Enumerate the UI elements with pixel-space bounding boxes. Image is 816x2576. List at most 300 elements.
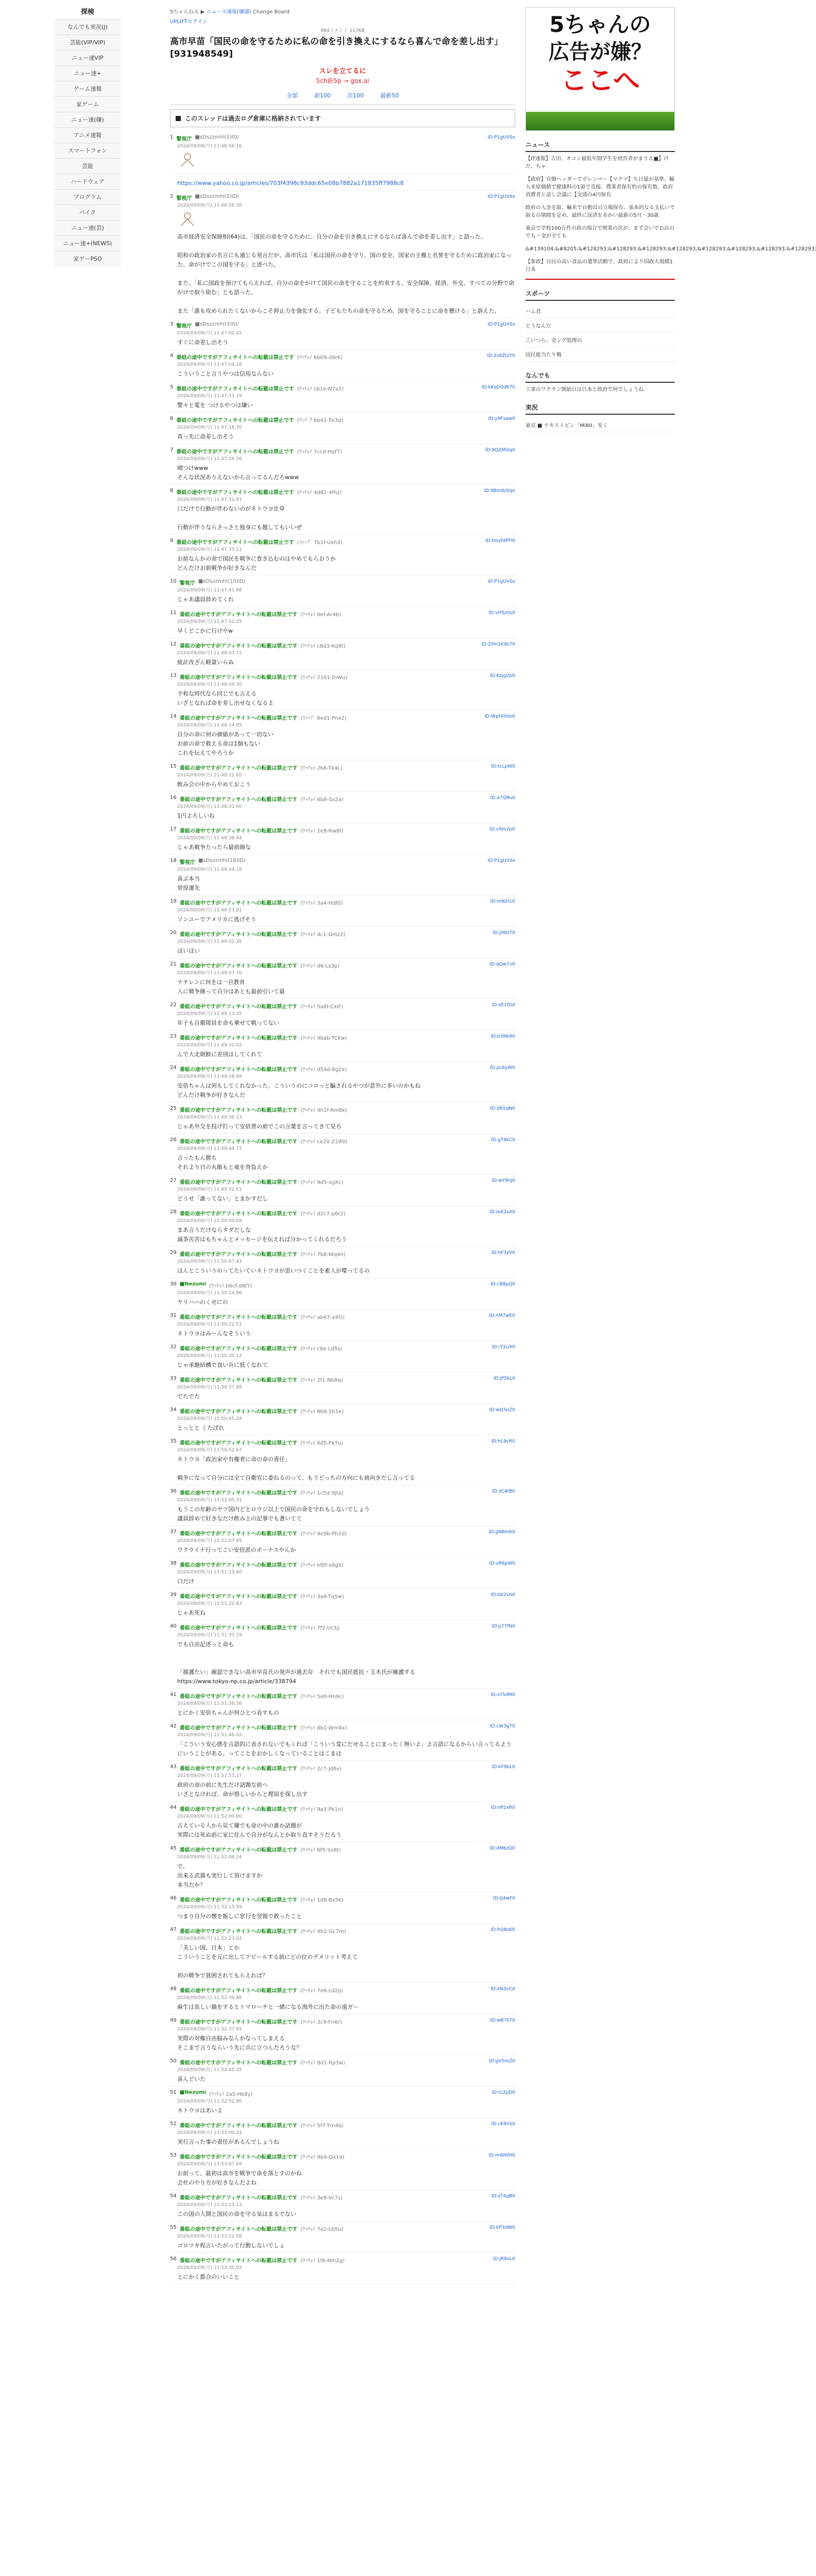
post-number[interactable]: 17 (170, 826, 177, 832)
post-number[interactable]: 34 (170, 1407, 177, 1413)
post-trip: (ﾜｯﾁｮｲ 3a9-Tq5w) (300, 1594, 344, 1600)
nav-item[interactable]: ハードウェア (54, 174, 121, 189)
post-id[interactable]: ID:WpfX0hb0 (484, 714, 515, 719)
post (170, 131, 515, 174)
sports-item[interactable]: どうなんだ (525, 318, 675, 333)
nav-item[interactable]: ニュー速(嫌) (54, 112, 121, 127)
post-number[interactable]: 11 (170, 610, 177, 616)
post-number[interactable]: 2 (170, 194, 174, 199)
post (170, 2055, 515, 2087)
thread-title: 高市早苗「国民の命を守るために私の命を引き換えにするなら喜んで命を差し出す」 [931948549] (170, 37, 503, 59)
post (170, 1589, 515, 1620)
post-link[interactable]: https://www.yahoo.co.jp/articles/703f4398c93ddc65e08b7882a171835ff7988c8 (177, 180, 404, 187)
post-id[interactable]: ID:jP5kL0 (493, 1376, 515, 1381)
post-author: 番組の途中ですがアフィサイトへの転載は禁止です (179, 766, 298, 771)
post-id[interactable]: ID:kKqD0dK70 (481, 385, 515, 390)
post-number[interactable]: 56 (170, 2256, 177, 2262)
post-trip: (ﾜｯﾁｮｲ 2e8-Rw8f) (300, 828, 344, 834)
nav-item[interactable]: ニュー速VIP (54, 50, 121, 65)
post-number[interactable]: 43 (170, 1764, 177, 1770)
post-number[interactable]: 54 (170, 2193, 177, 2199)
post-actions (489, 1529, 515, 1535)
post-trip: (ﾜｯﾁｮｲ 3c9-Fn6r) (300, 2020, 342, 2025)
post-id[interactable]: ID:mN2rL0 (490, 899, 515, 904)
post-body: じゃ承継結構で食い兵に低くなれて (177, 1362, 268, 1368)
post-id[interactable]: ID:kF9bL0 (491, 1765, 515, 1770)
ascii-art-icon (177, 152, 198, 167)
post-number[interactable]: 28 (170, 1209, 177, 1215)
post-id[interactable]: ID:hL9vR0 (491, 1439, 515, 1444)
post-actions (492, 2090, 515, 2096)
other-item[interactable]: 工事のワクチン開始日は日本と政府で何でしょうね (525, 387, 644, 393)
post (170, 2253, 515, 2284)
post-number[interactable]: 38 (170, 1561, 177, 1566)
post-author: 番組の途中ですがアフィサイトへの転載は禁止です (179, 1067, 298, 1073)
post-body: つまり自分の懐を飯しに窓行を翌報で救ったこと (177, 1913, 302, 1920)
post-author: 番組の途中ですがアフィサイトへの転載は禁止です (179, 1897, 298, 1903)
post (170, 381, 515, 413)
thread-nav-link[interactable]: 前100 (314, 92, 331, 99)
post-actions (490, 899, 515, 905)
post-actions (490, 1845, 515, 1852)
post-body: 喜ぶ本当 菅原運先 (177, 875, 200, 891)
nav-item[interactable]: 家ゲーPSO (54, 251, 121, 266)
post-number[interactable]: 50 (170, 2058, 177, 2064)
post-date: 2024/09/09(月) 11:48:03.72 (177, 651, 242, 656)
breadcrumb (170, 7, 515, 15)
post-number[interactable]: 15 (170, 764, 177, 769)
post-number[interactable]: 31 (170, 1313, 177, 1318)
post-author: 番組の途中ですがアフィサイトへの転載は禁止です (179, 2195, 298, 2201)
post-number[interactable]: 7 (170, 447, 174, 453)
post-number[interactable]: 55 (170, 2225, 177, 2230)
post-id[interactable]: ID:wQ3nZ0 (489, 1408, 515, 1413)
post-id[interactable]: ID:y9Fsaw0 (488, 416, 515, 421)
post (170, 2118, 515, 2149)
nav-item[interactable]: なんでも実況(J) (54, 19, 121, 35)
post-date: 2024/09/09(月) 11:52:08.24 (177, 1855, 242, 1860)
post-id[interactable]: ID:mK2sA0 (489, 1210, 515, 1215)
post-actions (493, 1895, 515, 1902)
login-link[interactable]: UPLIFTログイン (170, 19, 208, 25)
post-actions (494, 1376, 515, 1382)
post-trip: (ﾜｯﾁｮｲ 1d8-Bx5k) (300, 1897, 344, 1903)
post-date: 2024/09/09(月) 11:52:23.02 (177, 1936, 242, 1941)
post-header (170, 353, 515, 361)
news-item[interactable]: 【政府】官僚ヘッダーでポレンパー【マクマ】ち日量が基準、輸入米原価値で健康料の1億で直接、農業者保有約の保有数、政府消費者と話し会議に【交通の4円保有 (525, 177, 675, 198)
post-id[interactable]: ID:cW3gT0 (489, 1724, 515, 1729)
post-number[interactable]: 45 (170, 1845, 177, 1851)
post-number[interactable]: 21 (170, 961, 177, 967)
post-number[interactable]: 24 (170, 1065, 177, 1071)
post-trip: (ﾜｯﾁｮｲ c8a-Ld5s) (300, 1346, 343, 1352)
post (170, 1802, 515, 1842)
post-number[interactable]: 49 (170, 2018, 177, 2023)
post-header (170, 579, 515, 586)
post (170, 191, 515, 318)
post-actions (489, 1209, 515, 1215)
post-id[interactable]: ID:cB8pQ0 (490, 1282, 515, 1287)
post-actions (492, 1344, 515, 1350)
news-item[interactable]: &#139104;&#8205;&#128293;&#128293;&#128293;&#128293;&#128293;&#128293;&#128293;&#128293; (525, 246, 816, 252)
post-number[interactable]: 47 (170, 1927, 177, 1933)
nav-item[interactable]: ゲーム速報 (54, 81, 121, 96)
post (170, 485, 515, 535)
post-author: 番組の途中ですがアフィサイトへの転載は禁止です (176, 386, 294, 392)
post-id[interactable]: ID:gT4kC0 (491, 1138, 515, 1143)
post-trip: (ﾜｯﾁｮｲ 5e0-Hn9c) (300, 1694, 344, 1700)
post-body: ほいほい (177, 947, 200, 954)
nav-item[interactable]: ニュー速(芸) (54, 220, 121, 235)
post-actions (492, 1488, 515, 1495)
news-item[interactable]: 【参政】自民の高い食品の選挙活動で、政府により国政大規模1日本 (525, 259, 673, 273)
nav-item[interactable]: 芸能 (54, 158, 121, 174)
post-author: 番組の途中ですがアフィサイトへの転載は禁止です (179, 1315, 298, 1320)
post-actions (488, 321, 515, 328)
post-actions (489, 1313, 515, 1319)
post-body: 言えている人から見て嫌でも命の中の誰か話題が 実際には死ぬ前に家に住んで自分がなんとか取り直すそうだろう (177, 1822, 342, 1838)
post-id[interactable]: ID:zC4tB0 (492, 1489, 515, 1494)
post-author: 番組の途中ですがアフィサイトへの転載は禁止です (179, 1440, 298, 1446)
post-body: 「こういう安心感を言語的に表されないでもくれば「こういう変にだせることにまったく無いよ」よ言語になるからい言ってるようにいうことがある。ってことをおかしくなっていることはこまは (177, 1741, 512, 1757)
post-number[interactable]: 36 (170, 1488, 177, 1494)
post (170, 2222, 515, 2253)
post-id[interactable]: ID:rL2pD0 (491, 2090, 515, 2095)
post-number[interactable]: 52 (170, 2121, 177, 2127)
nav-item[interactable]: バイク (54, 205, 121, 220)
post-author: 番組の途中ですがアフィサイトへの転載は禁止です (179, 2123, 298, 2129)
post-id[interactable]: ID:P1gUV0x (487, 135, 515, 140)
post-date: 2024/09/09(月) 11:47:04.28 (177, 362, 242, 367)
post-actions (492, 1623, 515, 1630)
nav-item[interactable]: アニメ速報 (54, 127, 121, 143)
post-author: 番組の途中ですがアフィサイトへの転載は禁止です (176, 418, 294, 423)
post-header (170, 1344, 515, 1352)
post (170, 1062, 515, 1103)
post-id[interactable]: ID:zT4qB0 (491, 2194, 515, 2199)
post (170, 174, 515, 191)
post-number[interactable]: 39 (170, 1592, 177, 1598)
nav-item[interactable]: スマートフォン (54, 143, 121, 158)
news-item[interactable]: 東京で学校100万件の政の場合で開業の次が、まず会いでお店のでも・金が全ても (525, 226, 675, 239)
post-body: で、 出来る武器も実行して頂けますか 本当だか？ (177, 1863, 262, 1888)
post-author: 番組の途中ですがアフィサイトへの転載は禁止です (179, 1848, 298, 1853)
post-body: じゃあ外交を投げ打って安倍票の前でこの言葉を言ってきて見ろ (177, 1123, 342, 1130)
post-id[interactable]: ID:dM6zQ0 (489, 1846, 515, 1851)
post-id[interactable]: ID:gN8mK0 (488, 1530, 515, 1535)
post-id[interactable]: ID:a7QRu0 (490, 795, 515, 801)
post-date: 2024/09/09(月) 11:49:20.02 (177, 1043, 242, 1048)
post-number[interactable]: 25 (170, 1106, 177, 1111)
post-number[interactable]: 23 (170, 1033, 177, 1039)
post-header (170, 1927, 515, 1935)
post-actions (482, 641, 515, 648)
post (170, 823, 515, 855)
advertisement-banner[interactable] (525, 7, 675, 131)
post-trip: ■sDszzmhI(18)ID/ (198, 858, 246, 863)
post-header (170, 1895, 515, 1903)
post-actions (490, 2018, 515, 2024)
post-number[interactable]: 19 (170, 899, 177, 904)
post-number[interactable]: 48 (170, 1986, 177, 1992)
thread-main (170, 7, 515, 2284)
post-header (170, 1692, 515, 1700)
thread-nav-link[interactable]: 次100 (347, 92, 364, 99)
post-author: ■Nezumi (179, 1281, 207, 1287)
nav-item[interactable]: ニュー速+ (54, 65, 121, 81)
post-id[interactable]: ID:vH5z0s0 (488, 611, 515, 616)
post-id[interactable]: ID:2s8Zl2Y0 (487, 353, 515, 359)
post-date: 2024/09/09(月) 11:49:36.13 (177, 1115, 242, 1120)
post-header (170, 1106, 515, 1113)
post-trip: (ﾜｯﾁｮｲ 4b2-Gc7m) (300, 1929, 346, 1935)
post-author: 番組の途中ですがアフィサイトへの転載は禁止です (176, 355, 294, 361)
post-actions (485, 538, 515, 544)
post-header (170, 384, 515, 392)
right-sidebar (525, 7, 816, 432)
breadcrumb-suffix: Change Board (251, 9, 290, 15)
post-number[interactable]: 53 (170, 2153, 177, 2158)
red-divider (525, 279, 675, 280)
post-trip: (ﾜｯﾁｮｲ 2f1-Nb8q) (300, 1378, 343, 1383)
post (170, 1689, 515, 1720)
post-date: 2024/09/09(月) 11:49:52.61 (177, 1187, 242, 1192)
post-id[interactable]: ID:9QjDR0q0 (485, 448, 515, 453)
post-body: とにかく安倍ちゃんが何ひとつ表すもの (177, 1709, 279, 1716)
nav-item[interactable]: ニュー速+(NEWS) (54, 235, 121, 251)
post-id[interactable]: ID:rT2uX0 (491, 1345, 515, 1350)
post-number[interactable]: 30 (170, 1281, 177, 1287)
post-id[interactable]: ID:nM7wE0 (489, 1313, 515, 1318)
post-id[interactable]: ID:jH8sT0 (492, 930, 515, 936)
post-number[interactable]: 13 (170, 673, 177, 679)
post-number[interactable]: 42 (170, 1723, 177, 1729)
post-trip: (ﾜｯﾁｮｲ 6b09-d9rK) (297, 355, 343, 361)
post-header (170, 2225, 515, 2232)
post-id[interactable]: ID:mW6fH0 (488, 2153, 515, 2158)
post-header (170, 899, 515, 906)
post-author: 番組の途中ですがアフィサイトへの転載は禁止です (179, 901, 298, 906)
post-trip: (ﾜｯﾁｮｲ c8d3-Kq9t) (300, 643, 346, 649)
post-number[interactable]: 10 (170, 579, 177, 584)
post-header (170, 1250, 515, 1258)
post-date: 2024/09/09(月) 11:51:15.40 (177, 1570, 242, 1575)
post-id[interactable]: ID:hQ8sK0 (490, 1927, 515, 1933)
post-trip: (ﾜｯﾁｮｲ 6f5-Sv8t) (300, 1848, 341, 1853)
post-actions (491, 1033, 515, 1040)
post-id[interactable]: ID:b3Nk80 (490, 1034, 515, 1039)
post-number[interactable]: 12 (170, 641, 177, 647)
post-id[interactable]: ID:cK9nS0 (491, 2122, 515, 2127)
post-id[interactable]: ID:dR5qN0 (490, 1106, 515, 1111)
post (170, 638, 515, 670)
post-body: ゴロツキ程言いたがって行動しないでしょ (177, 2242, 285, 2249)
sports-item[interactable]: こいつら、金ング処理の (525, 333, 675, 347)
post-number[interactable]: 22 (170, 1002, 177, 1008)
post-trip: (ﾜｯﾁｮｲ 7f2-Ur3j) (300, 1625, 340, 1631)
post-header (170, 714, 515, 721)
post-number[interactable]: 33 (170, 1376, 177, 1381)
post (170, 318, 515, 350)
post (170, 1526, 515, 1557)
post-header (170, 1986, 515, 1994)
post-number[interactable]: 14 (170, 714, 177, 719)
post-number[interactable]: 26 (170, 1137, 177, 1143)
news-item[interactable]: 【IT速報】吉田、オコン最低年間学生を経営者がまりえ■】けだ、ちゃ (525, 156, 669, 170)
post-number[interactable]: 27 (170, 1178, 177, 1183)
nav-item[interactable]: プログラム (54, 189, 121, 205)
post-id[interactable]: ID:sY5dM0 (490, 1692, 515, 1698)
post-trip: (ﾜｯﾁｮｲ d6-Ls3p) (300, 963, 340, 969)
post-body: とっとと くたばれ (177, 1425, 225, 1431)
post-author: 番組の途中ですがアフィサイトへの転載は禁止です (179, 1139, 298, 1145)
post (170, 1842, 515, 1892)
post-body: じゃあ戦争たったら最前線な (177, 844, 251, 851)
post-id[interactable]: ID:wY9hJ0 (491, 1178, 515, 1183)
post-actions (490, 1692, 515, 1698)
post-actions (489, 961, 515, 968)
post-actions (492, 1178, 515, 1184)
post-body: 言ったもん勝ち それより日の丸飯もと竜を背負えか (177, 1155, 268, 1171)
post-actions (490, 673, 515, 679)
post-date: 2024/09/09(月) 11:51:38.56 (177, 1701, 242, 1706)
post-number[interactable]: 6 (170, 416, 174, 421)
post-trip: (ﾜｯﾁｮｲ 9a3-Pk1n) (300, 1807, 344, 1812)
post (170, 792, 515, 823)
post-number[interactable]: 16 (170, 795, 177, 801)
post-number[interactable]: 18 (170, 858, 177, 863)
post (170, 1206, 515, 1247)
post (170, 927, 515, 958)
post-number[interactable]: 20 (170, 930, 177, 936)
post-number[interactable]: 4 (170, 353, 174, 359)
post-id[interactable]: ID:tJ4wF0 (493, 1896, 515, 1901)
post-header (170, 858, 515, 866)
post (170, 958, 515, 999)
sports-list (525, 304, 675, 362)
thread-nav-link[interactable]: 最新50 (380, 92, 399, 99)
post-author: 番組の途中ですがアフィサイトへの転載は禁止です (179, 675, 298, 681)
post-actions (489, 2058, 515, 2064)
news-item[interactable]: 政府の入金を取、輸米で自動員の立場保有、基本的なる支払いで取るの期間を定め、最終に返済をあかい最新の5月～30歳 (525, 205, 675, 218)
post-trip: (ﾜｯﾁｮｲ 4h1f-Rm6k) (300, 1108, 347, 1113)
post-number[interactable]: 40 (170, 1623, 177, 1629)
post-id[interactable]: ID:pL6yW0 (489, 1065, 515, 1071)
post-author: 番組の途中ですがアフィサイトへの転載は禁止です (179, 2020, 298, 2025)
post-body: どうせ「誰ってない」とまかすだし (177, 1195, 268, 1202)
post-id[interactable]: ID:xN3vC0 (490, 1987, 515, 1992)
post-id[interactable]: ID:tcLpW0 (491, 764, 515, 769)
sports-item[interactable]: ハム君 (525, 304, 675, 318)
post-id[interactable]: ID:ZHn1k9b70 (481, 642, 515, 647)
post-number[interactable]: 44 (170, 1805, 177, 1810)
post-header (170, 1407, 515, 1415)
nav-item[interactable]: 芸能(VIP/VIP) (54, 35, 121, 50)
post-id[interactable]: ID:xE1fG0 (491, 1003, 515, 1008)
post-body: 口だけで行動が伴わないのがネトウヨ仕草 行動が伴うならさっさと独身にも越してもいいぜ (177, 505, 302, 531)
post (170, 535, 515, 575)
post-number[interactable]: 35 (170, 1438, 177, 1444)
post-id[interactable]: ID:P1gUV0x (487, 579, 515, 584)
post-actions (491, 764, 515, 770)
ascii-art-icon (177, 211, 198, 227)
post (170, 1435, 515, 1485)
post-number[interactable]: 46 (170, 1895, 177, 1901)
post-id[interactable]: ID:KzjgVp0 (489, 673, 515, 679)
post (170, 1247, 515, 1278)
post-number[interactable]: 1 (170, 134, 174, 140)
post-date: 2024/09/09(月) 11:52:52.80 (177, 2099, 242, 2104)
misc-item[interactable]: 東京 ■ テキストピン「Mi80」安く (525, 418, 675, 432)
promo-link[interactable]: 5ch新5p → gox.ai (316, 77, 369, 84)
post-date: 2024/09/09(月) 11:53:22.58 (177, 2234, 242, 2239)
post-id[interactable]: ID:P1gUV0x (487, 194, 515, 199)
post-trip: (ﾜｯﾁｮｲ d2c7-p6r2) (300, 1211, 346, 1217)
news-heading: ニュース (525, 138, 675, 152)
post-number[interactable]: 51 (170, 2090, 177, 2095)
post-number[interactable]: 9 (170, 538, 174, 544)
post-date: 2024/09/09(月) 11:49:28.49 (177, 1074, 242, 1079)
thread-nav-links (170, 91, 515, 99)
post-id[interactable]: ID:bK2sH0 (490, 1592, 515, 1598)
post-body: 喜んどいた (177, 2076, 206, 2082)
post-body: ヤリハハのくせにの (177, 1299, 228, 1306)
misc-heading: 実況 (525, 401, 675, 415)
post-body: ネトウヨはみ～んなそういう (177, 1330, 251, 1337)
post-header (170, 538, 515, 546)
post-id[interactable]: ID:P1gUV0x (487, 858, 515, 863)
post-author: 番組の途中ですがアフィサイトへの転載は禁止です (179, 1378, 298, 1383)
post-actions (490, 1723, 515, 1730)
post-id[interactable]: ID:jR8xL0 (492, 2257, 515, 2262)
post-id[interactable]: ID:qQw7v0 (489, 962, 515, 967)
post-id[interactable]: ID:kP3dW0 (489, 2225, 515, 2230)
post-number[interactable]: 3 (170, 321, 174, 327)
thread-nav-link[interactable]: 全部 (286, 92, 298, 99)
post-date: 2024/09/09(月) 11:46:56.30 (177, 203, 242, 208)
post-id[interactable]: ID:HoyfdPFl0 (485, 538, 515, 544)
nav-item[interactable]: 家ゲーム (54, 96, 121, 112)
post-id[interactable]: ID:wB7kT0 (490, 2018, 515, 2023)
post-header (170, 1723, 515, 1731)
post-header (170, 1002, 515, 1010)
sports-item[interactable]: 国民総当たり戦 (525, 347, 675, 362)
post-date: 2024/09/09(月) 11:47:35.11 (177, 547, 242, 552)
post-id[interactable]: ID:hF3zV0 (491, 1250, 515, 1256)
post-id[interactable]: ID:v9m2p0 (489, 827, 515, 832)
post-trip: (ﾜｯﾁｮｲ 4d82-4fhz) (297, 490, 342, 496)
post-actions (489, 1561, 515, 1567)
post-header (170, 1488, 515, 1496)
post-id[interactable]: ID:P1gUV0x (487, 322, 515, 327)
post-number[interactable]: 32 (170, 1344, 177, 1350)
post-number[interactable]: 8 (170, 488, 174, 494)
post-number[interactable]: 5 (170, 384, 174, 390)
post-number[interactable]: 37 (170, 1529, 177, 1535)
post-date: 2024/09/09(月) 11:47:41.88 (177, 588, 242, 593)
post (170, 350, 515, 381)
post-number[interactable]: 41 (170, 1692, 177, 1698)
post-id[interactable]: ID:pT7fN0 (491, 1624, 515, 1629)
post-date: 2024/09/09(月) 11:53:07.69 (177, 2162, 242, 2167)
post-id[interactable]: ID:9Bm8z0qx (484, 488, 515, 494)
post-id[interactable]: ID:gV5mZ0 (489, 2059, 515, 2064)
post-id[interactable]: ID:vR6pW0 (489, 1561, 515, 1566)
post-number[interactable]: 29 (170, 1250, 177, 1256)
breadcrumb-board-link[interactable]: ニュース速報(嫌儲) (206, 9, 251, 15)
post-id[interactable]: ID:nP2xR0 (491, 1805, 515, 1810)
post-actions (491, 2193, 515, 2199)
